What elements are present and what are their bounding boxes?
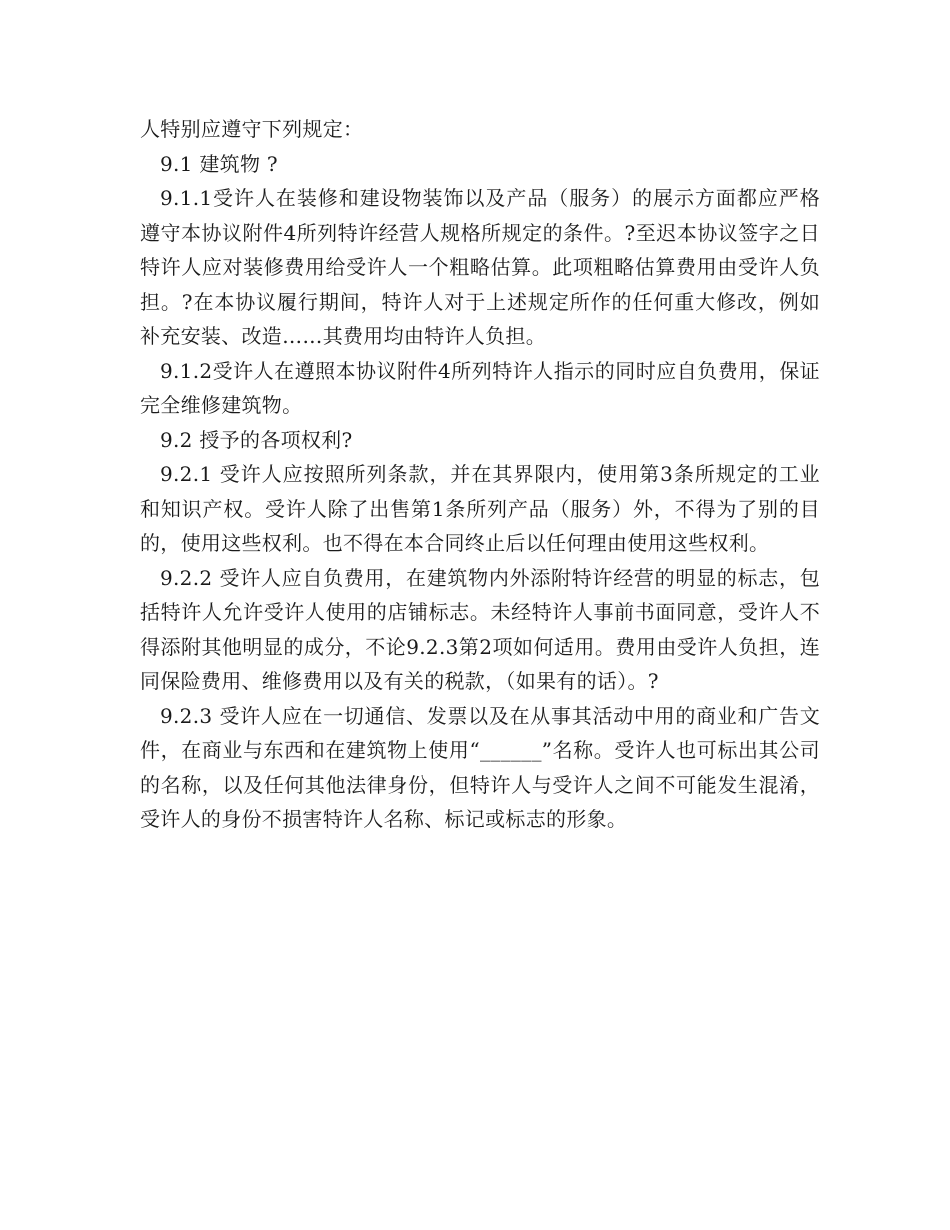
clause-9-2-1: 9.2.1 受许人应按照所列条款，并在其界限内，使用第3条所规定的工业和知识产权。受许人除了出售第1条所列产品（服务）外，不得为了别的目的，使用这些权利。也不得在本合同终止后以任何理由使用这些权利。 — [140, 462, 820, 555]
clause-9-1-1: 9.1.1受许人在装修和建设物装饰以及产品（服务）的展示方面都应严格遵守本协议附件4所列特许经营人规格所规定的条件。?至迟本协议签字之日特许人应对装修费用给受许人一个粗略估算。此项粗略估算费用由受许人负担。?在本协议履行期间，特许人对于上述规定所作的任何重大修改，例如补充安装、改造……其费用均由特许人负担。 — [140, 186, 820, 348]
clause-9-2-3: 9.2.3 受许人应在一切通信、发票以及在从事其活动中用的商业和广告文件，在商业与东西和在建筑物上使用“______”名称。受许人也可标出其公司的名称，以及任何其他法律身份，但特许人与受许人之间不可能发生混淆，受许人的身份不损害特许人名称、标记或标志的形象。 — [140, 703, 820, 831]
heading-9-1: 9.1 建筑物 ? — [160, 151, 278, 176]
clause-9-1-2: 9.1.2受许人在遵照本协议附件4所列特许人指示的同时应自负费用，保证完全维修建筑物。 — [140, 358, 820, 417]
paragraph-intro: 人特别应遵守下列规定： — [140, 117, 364, 141]
document-body — [140, 112, 820, 837]
heading-9-2: 9.2 授予的各项权利? — [160, 427, 353, 452]
clause-9-2-2: 9.2.2 受许人应自负费用，在建筑物内外添附特许经营的明显的标志，包括特许人允许受许人使用的店铺标志。未经特许人事前书面同意，受许人不得添附其他明显的成分，不论9.2.3第2项如何适用。费用由受许人负担，连同保险费用、维修费用以及有关的税款，（如果有的话）。? — [140, 565, 820, 693]
